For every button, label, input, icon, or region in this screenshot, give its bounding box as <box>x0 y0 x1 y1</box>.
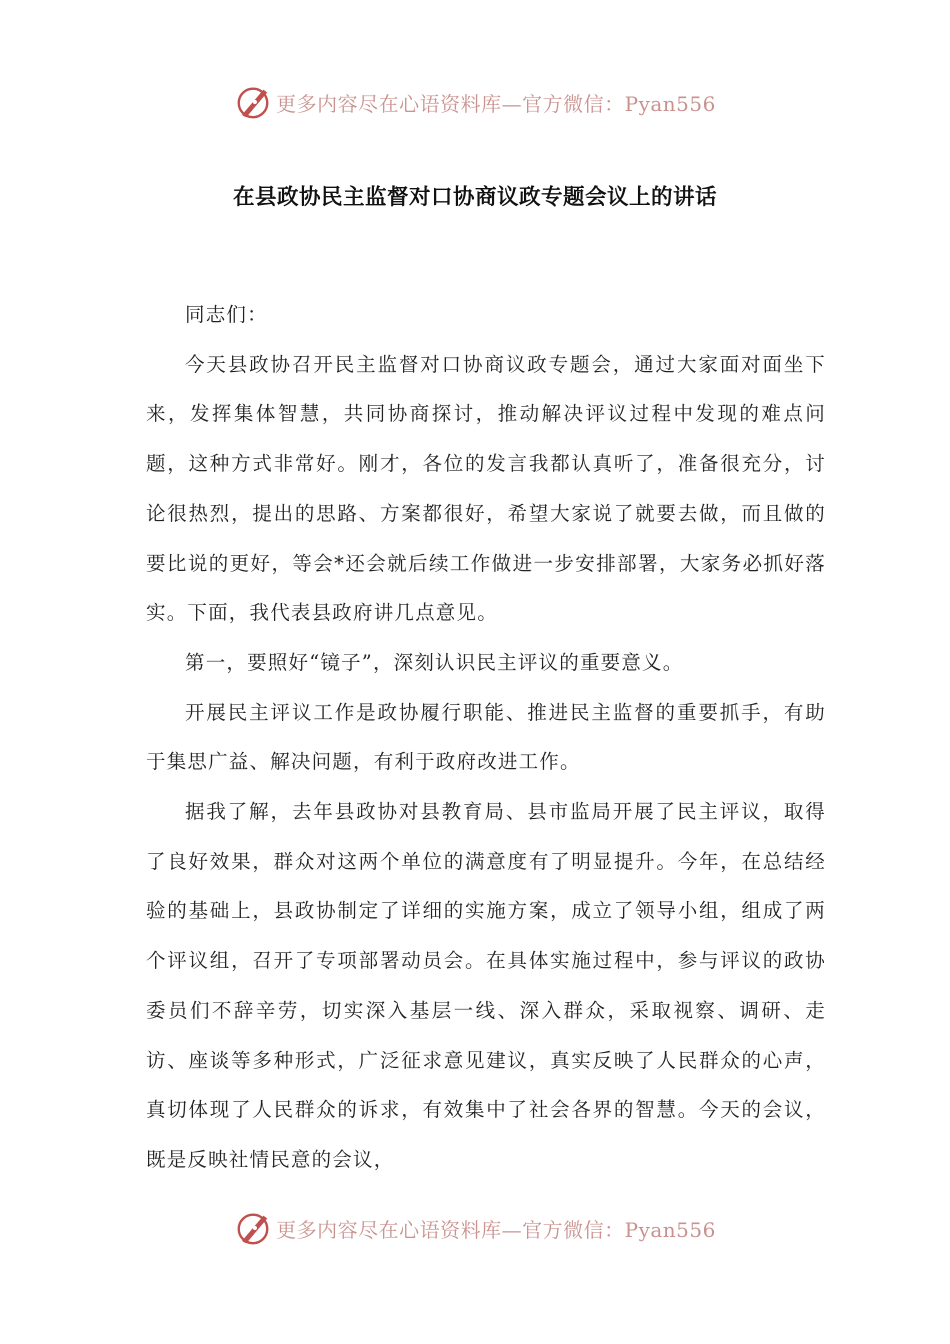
paragraph: 今天县政协召开民主监督对口协商议政专题会，通过大家面对面坐下来，发挥集体智慧，共同协商探讨，推动解决评议过程中发现的难点问题，这种方式非常好。刚才，各位的发言我都认真听了，准备很充分，讨论很热烈，提出的思路、方案都很好，希望大家说了就要去做，而且做的要比说的更好，等会*还会就后续工作做进一步安排部署，大家务必抓好落实。下面，我代表县政府讲几点意见。 <box>146 352 826 625</box>
footer-watermark-banner <box>0 1208 950 1248</box>
salutation: 同志们： <box>185 303 268 326</box>
document-body <box>146 290 826 1185</box>
header-watermark-banner <box>0 82 950 122</box>
banner-text: 更多内容尽在心语资料库—官方微信：Pyan556 <box>276 1217 716 1242</box>
section-heading: 第一，要照好“镜子”，深刻认识民主评议的重要意义。 <box>185 650 684 674</box>
pen-logo-icon <box>234 1209 272 1247</box>
paragraph: 开展民主评议工作是政协履行职能、推进民主监督的重要抓手，有助于集思广益、解决问题，有利于政府改进工作。 <box>146 700 826 774</box>
paragraph: 据我了解，去年县政协对县教育局、县市监局开展了民主评议，取得了良好效果，群众对这两个单位的满意度有了明显提升。今年，在总结经验的基础上，县政协制定了详细的实施方案，成立了领导小组，组成了两个评议组，召开了专项部署动员会。在具体实施过程中，参与评议的政协委员们不辞辛劳，切实深入基层一线、深入群众，采取视察、调研、走访、座谈等多种形式，广泛征求意见建议，真实反映了人民群众的心声，真切体现了人民群众的诉求，有效集中了社会各界的智慧。今天的会议，既是反映社情民意的会议， <box>146 800 826 1171</box>
document-title: 在县政协民主监督对口协商议政专题会议上的讲话 <box>232 185 717 210</box>
banner-text: 更多内容尽在心语资料库—官方微信：Pyan556 <box>276 91 716 116</box>
pen-logo-icon <box>234 83 272 121</box>
